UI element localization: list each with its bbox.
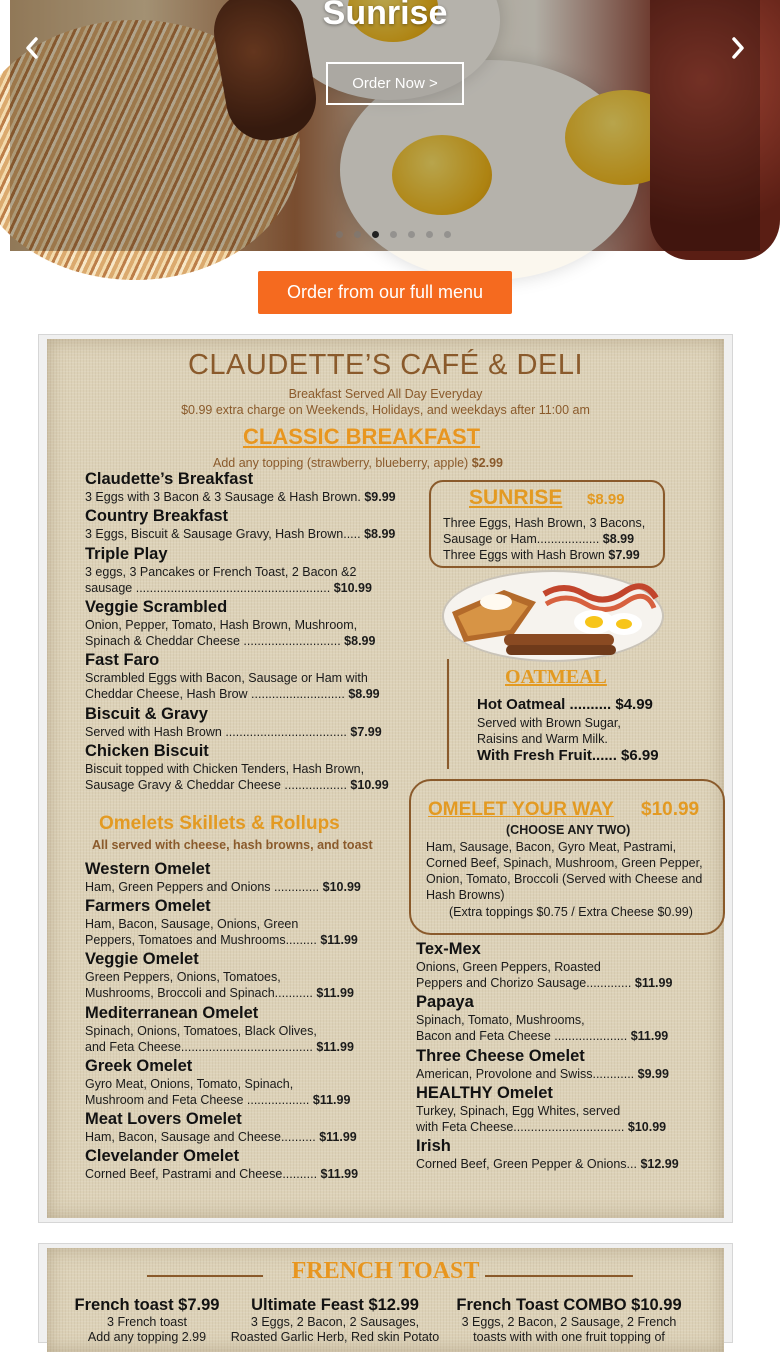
chevron-left-icon[interactable]	[24, 36, 40, 66]
item-desc: Ham, Bacon, Sausage and Cheese.......... $11.99	[85, 1130, 357, 1144]
hero-carousel	[10, 0, 760, 251]
french-toast-item	[223, 1296, 447, 1345]
omelet-item	[416, 1137, 679, 1172]
item-name: French toast $7.99	[74, 1296, 220, 1314]
carousel-dot[interactable]	[354, 231, 361, 238]
item-name: Farmers Omelet	[85, 897, 211, 915]
item-desc: Corned Beef, Green Pepper & Onions... $12.99	[416, 1157, 679, 1171]
french-toast-item	[57, 1296, 237, 1345]
item-desc: Spinach, Tomato, Mushrooms, Bacon and Feta Cheese ..................... $11.99	[416, 1013, 669, 1043]
carousel-dot[interactable]	[444, 231, 451, 238]
omelet-item	[85, 1057, 350, 1108]
item-name: Triple Play	[85, 545, 168, 563]
item-desc: 3 eggs, 3 Pancakes or French Toast, 2 Bacon &2 sausage ........................................................ $10.99	[85, 565, 372, 595]
classic-breakfast-title: CLASSIC BREAKFAST	[243, 424, 481, 449]
sunrise-box	[429, 480, 665, 568]
sunrise-desc: Three Eggs, Hash Brown, 3 Bacons, Sausage or Ham.................. $8.99 Three Eggs with Hash Brown $7.99	[443, 516, 646, 562]
item-desc: Biscuit topped with Chicken Tenders, Hash Brown, Sausage Gravy & Cheddar Cheese .................. $10.99	[85, 762, 389, 792]
classic-note-text: Add any topping (strawberry, blueberry, apple)	[213, 456, 469, 470]
omelet-item	[416, 940, 672, 991]
classic-item	[85, 598, 375, 649]
item-desc: Green Peppers, Onions, Tomatoes, Mushrooms, Broccoli and Spinach........... $11.99	[85, 970, 354, 1000]
french-toast-item	[449, 1296, 689, 1345]
classic-item	[85, 705, 382, 740]
item-desc: 3 Eggs with 3 Bacon & 3 Sausage & Hash Brown. $9.99	[85, 490, 396, 504]
omelet-item	[416, 993, 668, 1044]
order-full-menu-button[interactable]: Order from our full menu	[258, 271, 512, 314]
item-desc: Onions, Green Peppers, Roasted Peppers and Chorizo Sausage............. $11.99	[416, 960, 673, 990]
item-desc: 3 Eggs, Biscuit & Sausage Gravy, Hash Brown..... $8.99	[85, 527, 396, 541]
menu-image-frame	[38, 334, 733, 1223]
item-desc: Onion, Pepper, Tomato, Hash Brown, Mushroom, Spinach & Cheddar Cheese ............................ $8.99	[85, 618, 376, 648]
omelet-item	[85, 950, 354, 1001]
item-name: Three Cheese Omelet	[416, 1047, 585, 1065]
item-desc: 3 French toast Add any topping 2.99	[87, 1315, 207, 1344]
omelet-your-way-box	[409, 779, 725, 935]
carousel-dots	[336, 231, 451, 238]
item-desc: Served with Hash Brown ................................... $7.99	[85, 725, 382, 739]
item-desc: Gyro Meat, Onions, Tomato, Spinach, Mushroom and Feta Cheese .................. $11.99	[85, 1077, 351, 1107]
item-desc: Corned Beef, Pastrami and Cheese.......... $11.99	[85, 1167, 359, 1181]
item-name: Papaya	[416, 993, 474, 1011]
item-desc: Ham, Green Peppers and Onions ............. $10.99	[85, 880, 361, 894]
omelet-item	[85, 860, 361, 895]
french-toast-title: FRENCH TOAST	[291, 1258, 480, 1284]
item-name: Veggie Scrambled	[85, 598, 228, 616]
item-name: Veggie Omelet	[85, 950, 199, 968]
item-name: HEALTHY Omelet	[416, 1084, 553, 1102]
hero-title: Sunrise	[322, 0, 448, 32]
classic-item	[85, 470, 396, 505]
item-name: French Toast COMBO $10.99	[456, 1296, 682, 1314]
charge-line: $0.99 extra charge on Weekends, Holidays, and weekdays after 11:00 am	[181, 403, 590, 417]
omelet-item	[85, 1110, 357, 1145]
item-name: Fast Faro	[85, 651, 160, 669]
served-line: Breakfast Served All Day Everyday	[288, 387, 483, 401]
item-desc: Turkey, Spinach, Egg Whites, served with Feta Cheese................................ $10.99	[416, 1104, 667, 1134]
menu-board	[47, 339, 724, 1218]
carousel-dot[interactable]	[408, 231, 415, 238]
oatmeal-divider	[447, 659, 449, 769]
french-toast-image-frame	[38, 1243, 733, 1343]
classic-item	[85, 507, 395, 542]
classic-item	[85, 545, 372, 596]
oatmeal-hot: Hot Oatmeal .......... $4.99	[477, 696, 653, 713]
item-name: Greek Omelet	[85, 1057, 193, 1075]
hero-overlay	[10, 0, 760, 251]
item-name: Chicken Biscuit	[85, 742, 209, 760]
omelet-item	[416, 1047, 669, 1082]
classic-note	[213, 456, 503, 470]
omelet-item	[416, 1084, 666, 1135]
cafe-title: CLAUDETTE’S CAFÉ & DELI	[187, 349, 584, 381]
item-name: Claudette’s Breakfast	[85, 470, 254, 488]
item-desc: American, Provolone and Swiss............ $9.99	[416, 1067, 669, 1081]
item-name: Meat Lovers Omelet	[85, 1110, 242, 1128]
carousel-dot-active[interactable]	[372, 231, 379, 238]
omelets-title: Omelets Skillets & Rollups	[99, 813, 340, 834]
omelet-item	[85, 897, 358, 948]
item-name: Ultimate Feast $12.99	[251, 1296, 419, 1314]
classic-note-price: $2.99	[471, 456, 503, 470]
item-name: Western Omelet	[85, 860, 211, 878]
item-desc: 3 Eggs, 2 Bacon, 2 Sausages, Roasted Garlic Herb, Red skin Potato	[230, 1315, 440, 1344]
item-desc: Spinach, Onions, Tomatoes, Black Olives, and Feta Cheese...................................... $11.99	[85, 1024, 354, 1054]
oatmeal-desc: Served with Brown Sugar, Raisins and Warm Milk.	[477, 716, 621, 746]
item-desc: Ham, Bacon, Sausage, Onions, Green Peppers, Tomatoes and Mushrooms......... $11.99	[85, 917, 358, 947]
omelet-item	[85, 1004, 354, 1055]
chevron-right-icon[interactable]	[730, 36, 746, 66]
order-now-button[interactable]: Order Now >	[326, 62, 464, 105]
item-name: Country Breakfast	[85, 507, 229, 525]
item-name: Tex-Mex	[416, 940, 481, 958]
item-desc: Scrambled Eggs with Bacon, Sausage or Ham with Cheddar Cheese, Hash Brow ........................... $8.99	[85, 671, 380, 701]
oatmeal-title: OATMEAL	[505, 666, 607, 688]
classic-item	[85, 742, 389, 793]
carousel-dot[interactable]	[390, 231, 397, 238]
omelet-item	[85, 1147, 358, 1182]
item-name: Biscuit & Gravy	[85, 705, 208, 723]
classic-item	[85, 651, 380, 702]
omelets-subtitle: All served with cheese, hash browns, and toast	[92, 838, 373, 852]
item-name: Irish	[416, 1137, 451, 1155]
carousel-dot[interactable]	[426, 231, 433, 238]
omelet-desc: Ham, Sausage, Bacon, Gyro Meat, Pastrami, Corned Beef, Spinach, Mushroom, Green Pepper, Onion, Tomato, Broccoli (Served with Cheese and Hash Browns)	[426, 840, 703, 902]
item-name: Mediterranean Omelet	[85, 1004, 259, 1022]
sunrise-price: $8.99	[587, 491, 625, 508]
oatmeal-fruit: With Fresh Fruit...... $6.99	[477, 747, 659, 764]
sunrise-title: SUNRISE	[469, 486, 563, 509]
item-desc: 3 Eggs, 2 Bacon, 2 Sausage, 2 French toasts with with one fruit topping of	[461, 1315, 677, 1344]
omelet-your-way-title: OMELET YOUR WAY	[428, 799, 614, 820]
breakfast-plate-image	[442, 570, 664, 662]
omelet-your-way-price: $10.99	[641, 799, 700, 820]
carousel-dot[interactable]	[336, 231, 343, 238]
omelet-extra: (Extra toppings $0.75 / Extra Cheese $0.99)	[449, 905, 693, 919]
french-toast-board	[47, 1248, 724, 1352]
item-name: Clevelander Omelet	[85, 1147, 240, 1165]
omelet-choose: (CHOOSE ANY TWO)	[506, 823, 631, 837]
